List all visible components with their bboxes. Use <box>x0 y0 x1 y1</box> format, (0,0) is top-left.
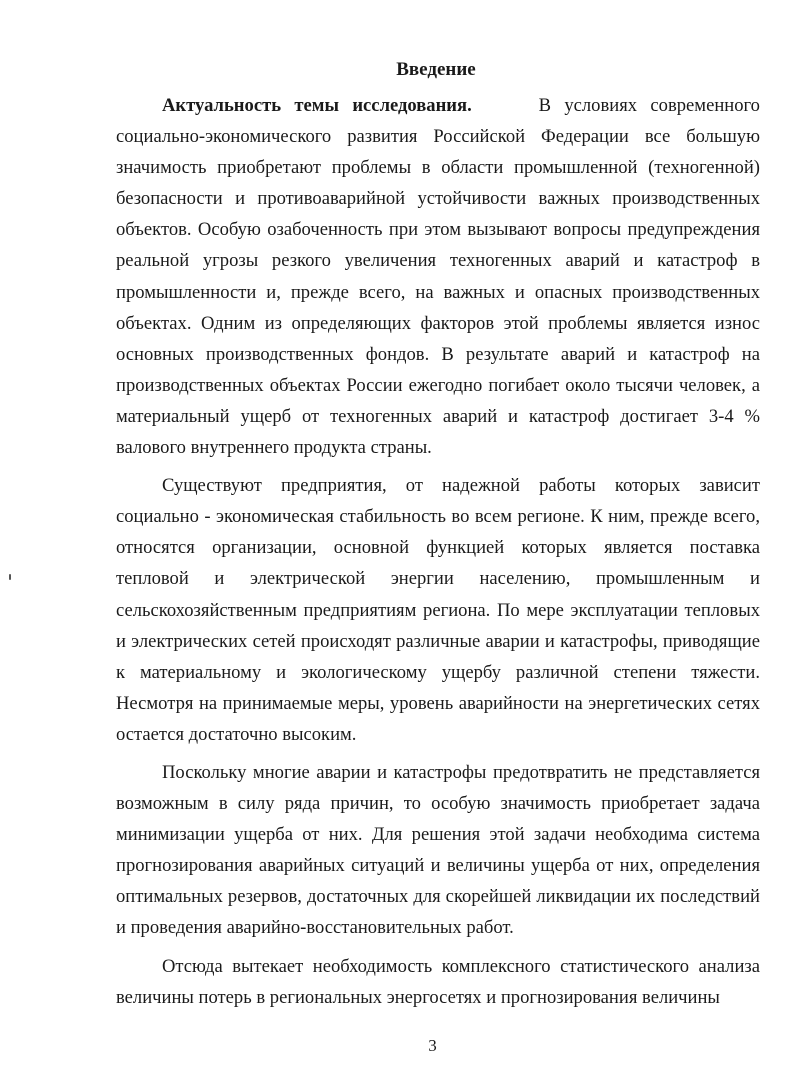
paragraph-text: В условиях современного социально-экономического развития Российской Федерации все большую значимость приобретают проблемы в области промышленной (техногенной) безопасности и противоаварийной устойчивости важных производственных объектов. Особую озабоченность при этом вызывают вопросы предупреждения реальной угрозы резкого увеличения техногенных аварий и катастроф в промышленности и, прежде всего, на важных и опасных производственных объектах. Одним из определяющих факторов этой проблемы является износ основных производственных фондов. В результате аварий и катастроф на производственных объектах России ежегодно погибает около тысячи человек, а материальный ущерб от техногенных аварий и катастроф достигает 3-4 % валового внутреннего продукта страны. <box>116 95 760 459</box>
section-title: Введение <box>396 59 476 80</box>
paragraph-lead: Актуальность темы исследования. <box>162 95 472 116</box>
page-number: 3 <box>428 1036 437 1055</box>
paragraph-damage-minimization: Поскольку многие аварии и катастрофы предотвратить не представляется возможным в силу ряда причин, то особую значимость приобретает задача минимизации ущерба от них. Для решения этой задачи необходима система прогнозирования аварийных ситуаций и величины ущерба от них, определения оптимальных резервов, достаточных для скорейшей ликвидации их последствий и проведения аварийно-восстановительных работ. <box>116 761 760 939</box>
body-text <box>116 90 760 1013</box>
margin-mark <box>9 574 11 580</box>
paragraph-relevance <box>116 90 760 463</box>
paragraph-enterprises: Существуют предприятия, от надежной работы которых зависит социально - экономическая стабильность во всем регионе. К ним, прежде всего, относятся организации, основной функцией которых является поставка тепловой и электрической энергии населению, промышленным и сельскохозяйственным предприятиям региона. По мере эксплуатации тепловых и электрических сетей происходят различные аварии и катастрофы, приводящие к материальному и экологическому ущербу различной степени тяжести. Несмотря на принимаемые меры, уровень аварийности на энергетических сетях остается достаточно высоким. <box>116 475 760 745</box>
paragraph-statistical-analysis: Отсюда вытекает необходимость комплексного статистического анализа величины потерь в региональных энергосетях и прогнозирования величины <box>116 955 760 1008</box>
